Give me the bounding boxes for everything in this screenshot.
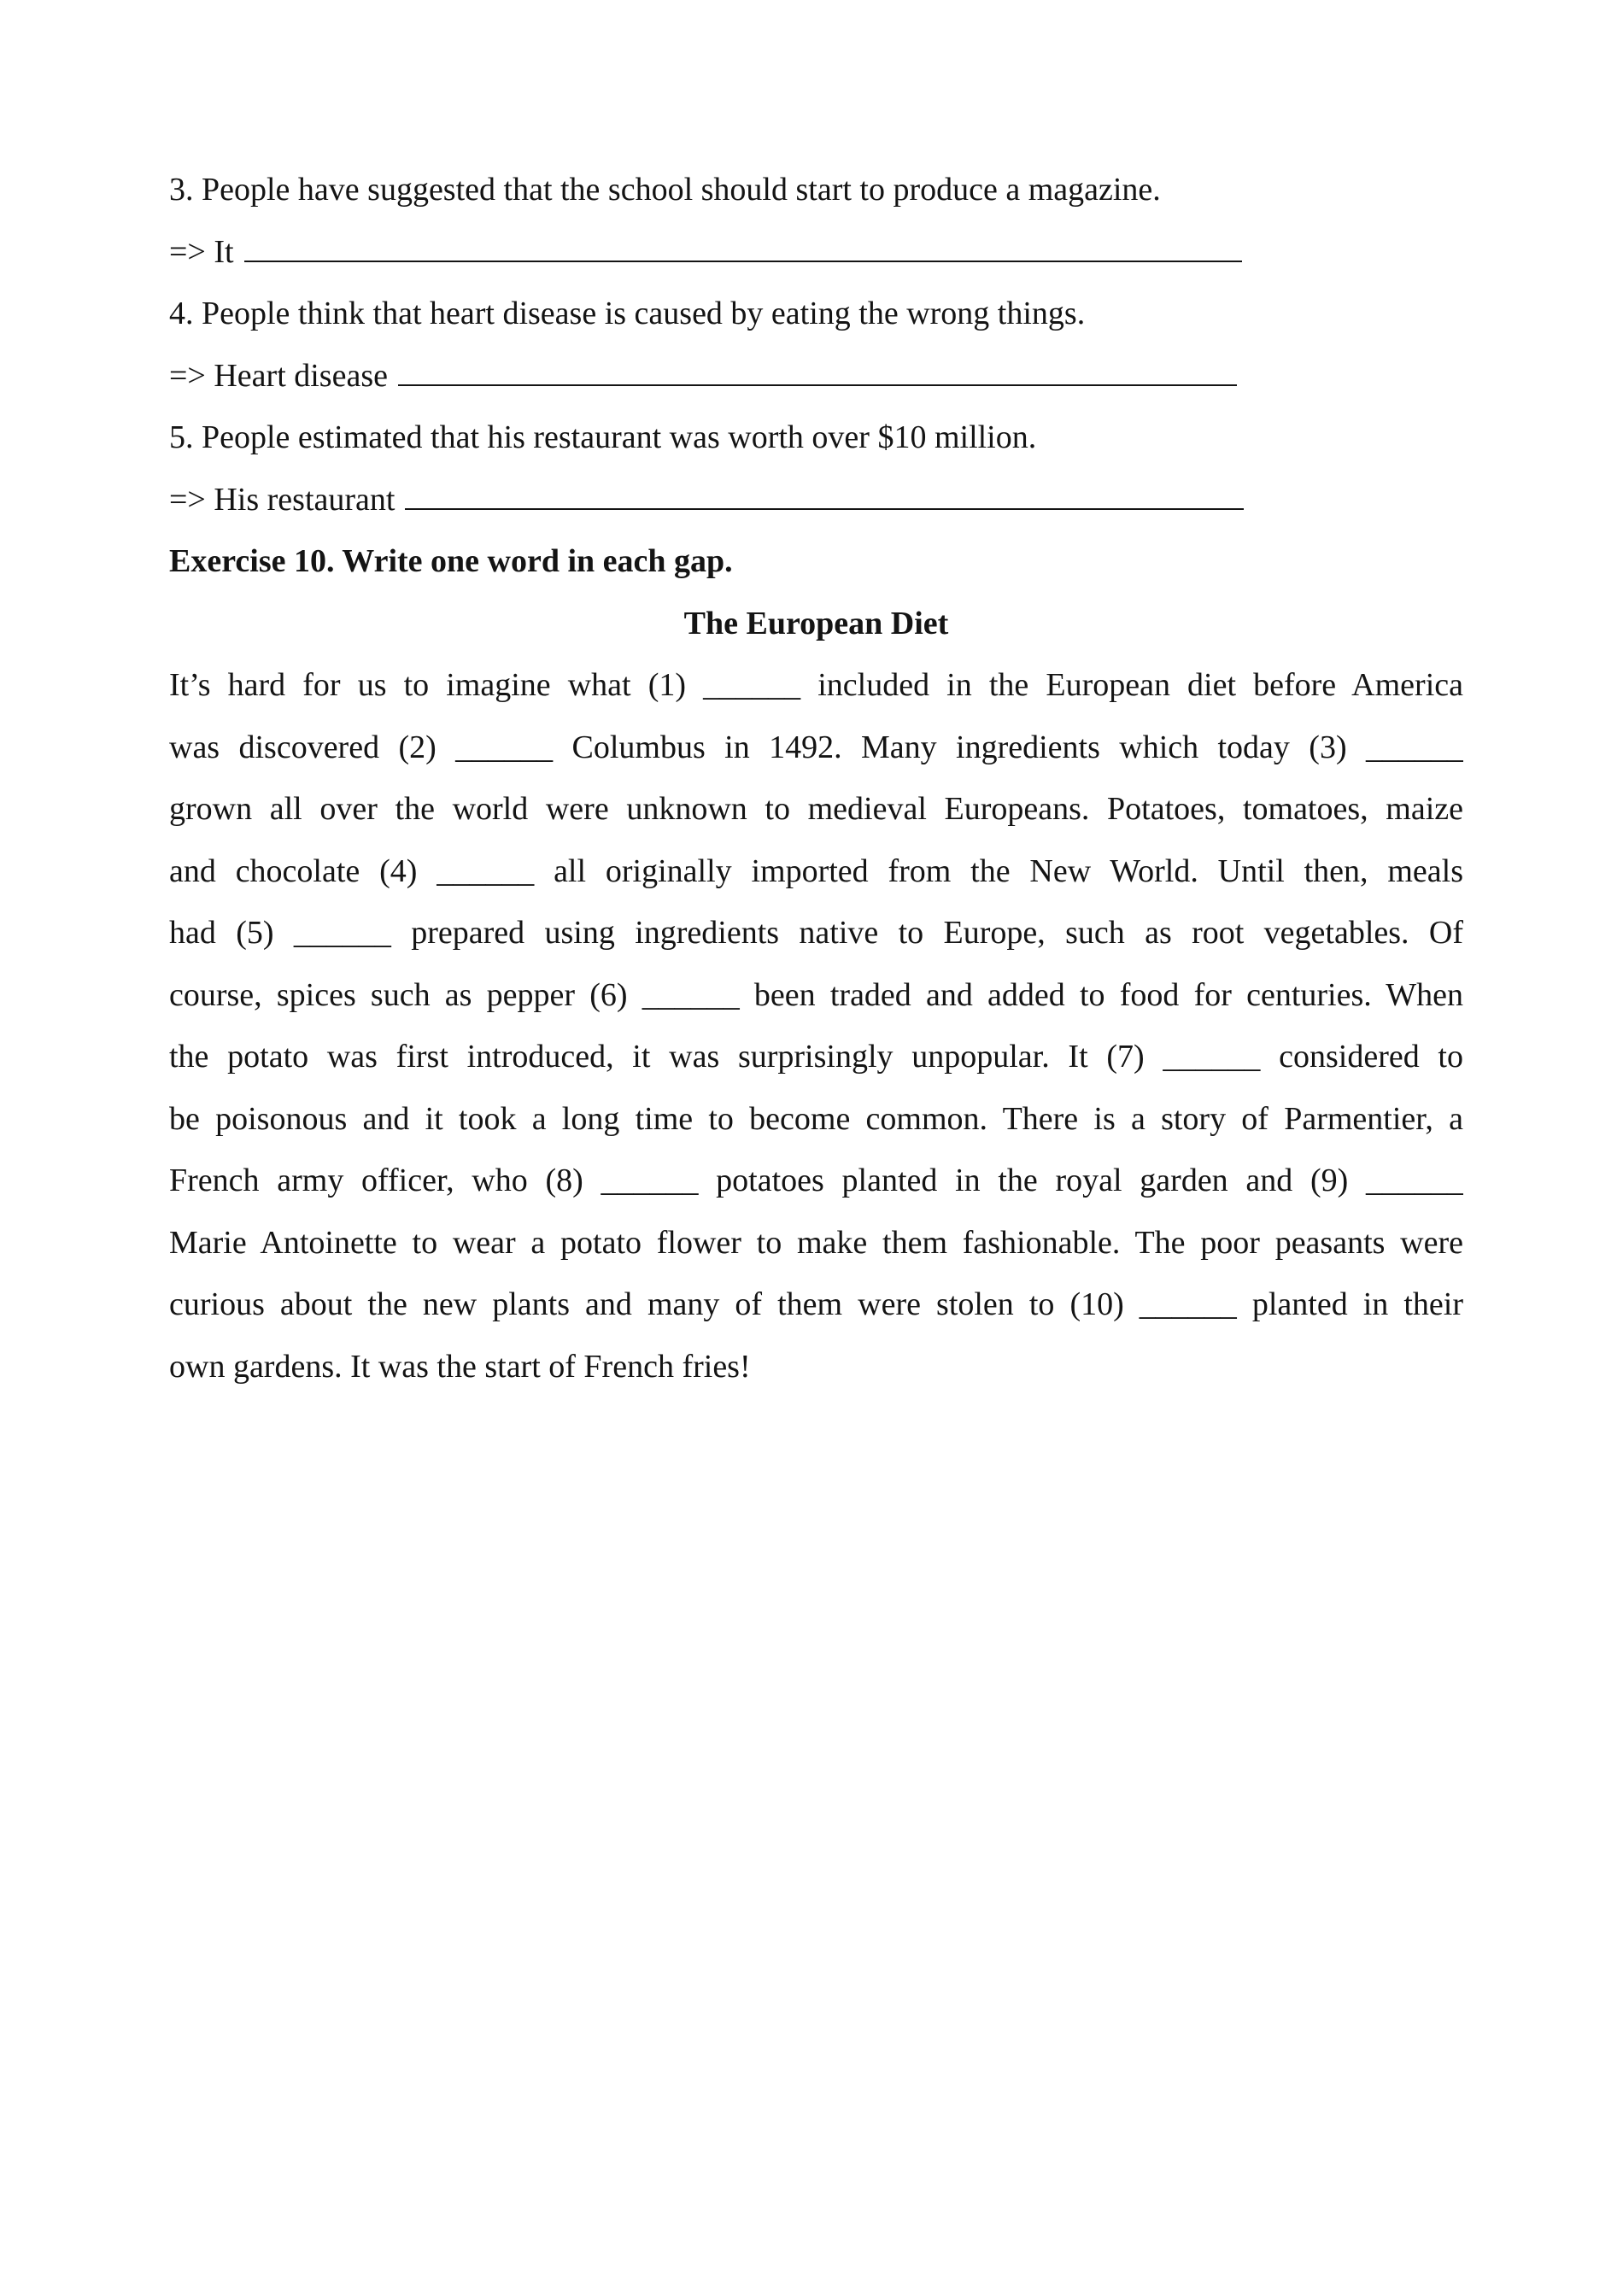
question-3-prompt: => It [169,233,234,270]
passage-line: grown all over the world were unknown to medieval Europeans. Potatoes, tomatoes, maize [169,791,1463,827]
passage-line: course, spices such as pepper (6) ______ been traded and added to food for centuries. When [169,976,1463,1013]
question-4-answer-line [169,354,1463,416]
question-5-prompt: => His restaurant [169,481,395,518]
exercise-10-heading: Exercise 10. Write one word in each gap. [169,543,733,579]
passage-line: It’s hard for us to imagine what (1) ______ included in the European diet before America [169,667,1463,703]
question-5-answer-line [169,477,1463,540]
passage-title: The European Diet [683,605,949,641]
question-3-blank [244,235,1242,262]
passage-line: was discovered (2) ______ Columbus in 1492. Many ingredients which today (3) ______ [169,729,1463,765]
passage-line: curious about the new plants and many of them were stolen to (10) ______ planted in their [169,1286,1463,1322]
question-5-text: People estimated that his restaurant was worth over $10 million. [202,419,1037,455]
page-content [169,167,1463,1406]
passage-line: French army officer, who (8) ______ potatoes planted in the royal garden and (9) ______ [169,1163,1463,1198]
question-4-text: People think that heart disease is caused by eating the wrong things. [202,296,1086,331]
question-5-number: 5. [169,419,194,455]
question-3-answer-line [169,230,1463,292]
passage-line: the potato was first introduced, it was surprisingly unpopular. It (7) ______ considered to [169,1039,1463,1075]
question-4-prompt: => Heart disease [169,357,388,394]
question-4-sentence [169,291,1463,354]
passage-line: Marie Antoinette to wear a potato flower to make them fashionable. The poor peasants were [169,1224,1463,1261]
question-4-number: 4. [169,296,194,331]
question-5-blank [405,483,1244,510]
passage-line-last: own gardens. It was the start of French fries! [169,1348,751,1385]
passage-line: be poisonous and it took a long time to become common. There is a story of Parmentier, a [169,1100,1463,1137]
passage-line: had (5) ______ prepared using ingredients native to Europe, such as root vegetables. Of [169,915,1463,951]
question-4-blank [398,359,1237,386]
question-3-text: People have suggested that the school should start to produce a magazine. [202,172,1161,208]
question-5-sentence [169,415,1463,477]
passage-line: and chocolate (4) ______ all originally imported from the New World. Until then, meals [169,852,1463,889]
question-3-sentence [169,167,1463,230]
question-3-number: 3. [169,172,194,208]
